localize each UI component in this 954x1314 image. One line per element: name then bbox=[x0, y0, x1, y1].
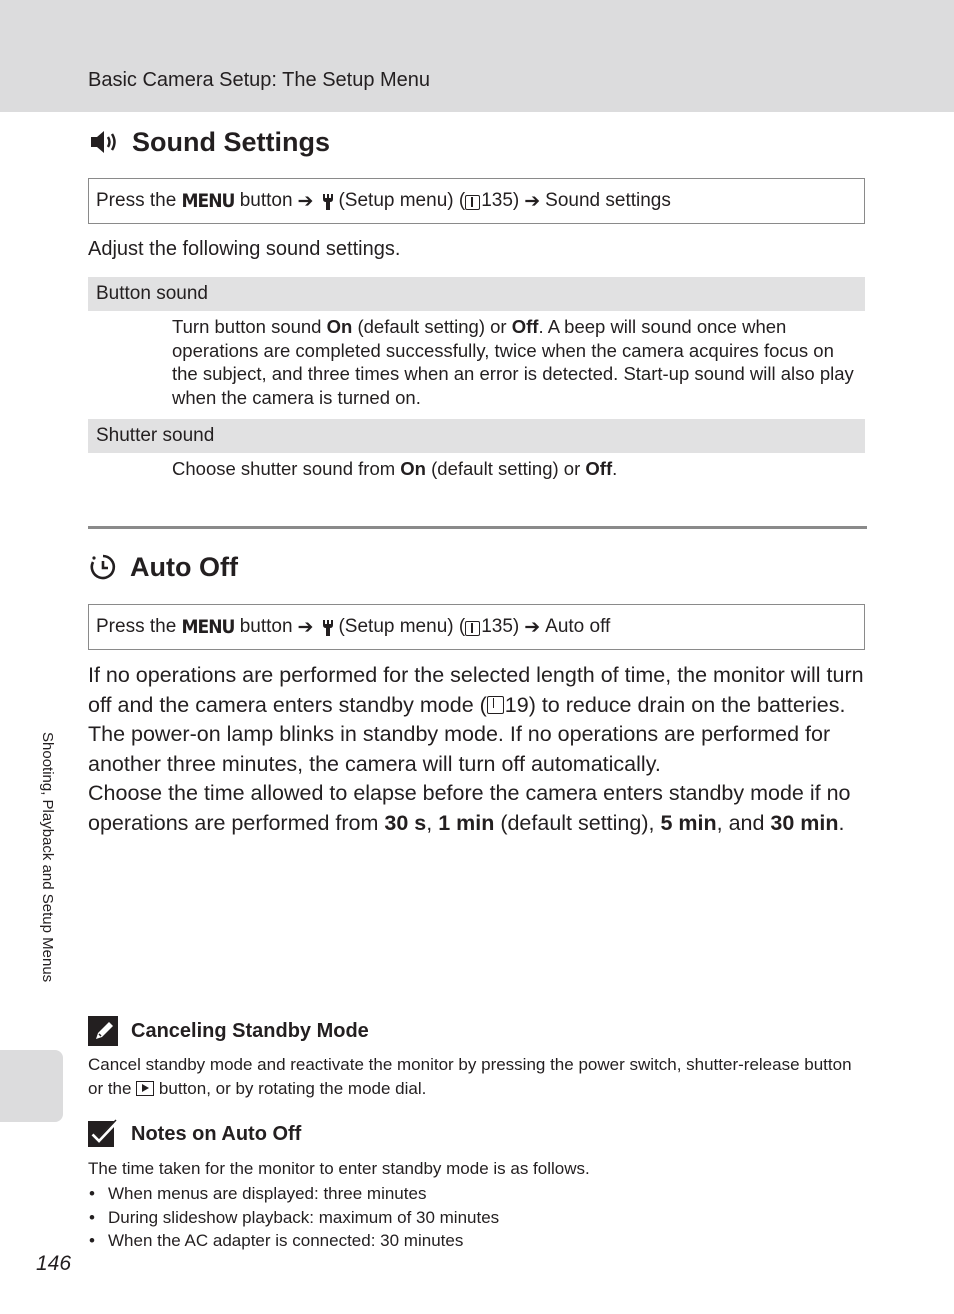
sound-intro: Adjust the following sound settings. bbox=[88, 238, 401, 260]
nav-text: Press the bbox=[96, 190, 177, 211]
nav-text: (Setup menu) ( bbox=[338, 616, 466, 637]
section-divider bbox=[88, 526, 867, 529]
pencil-note-icon bbox=[88, 1016, 120, 1046]
auto-off-heading bbox=[88, 551, 238, 583]
header-bar bbox=[0, 0, 954, 112]
book-ref-icon bbox=[465, 621, 480, 636]
canceling-standby-text: Cancel standby mode and reactivate the monitor by pressing the power switch, shutter-release button or the button, or by rotating the mode dial. bbox=[88, 1055, 852, 1098]
speaker-icon bbox=[88, 127, 122, 157]
arrow-right-icon: ➔ bbox=[297, 190, 314, 212]
button-sound-desc: Turn button sound On (default setting) or Off. A beep will sound once when operations are completed successfully, twice when the camera acquires focus on the subject, and three times when an error is detected. Start-up sound will also play when the camera is turned on. bbox=[172, 316, 854, 409]
nav-text: ) bbox=[512, 190, 520, 211]
page-number: 146 bbox=[36, 1252, 72, 1275]
menu-button-glyph: MENU bbox=[181, 190, 235, 212]
sound-settings-heading bbox=[88, 126, 330, 158]
sound-nav-path bbox=[88, 178, 865, 224]
nav-text: Press the bbox=[96, 616, 177, 637]
timer-icon bbox=[88, 552, 118, 582]
button-sound-label: Button sound bbox=[88, 277, 865, 311]
notes-auto-off-heading bbox=[88, 1119, 301, 1149]
nav-target: Sound settings bbox=[545, 190, 671, 211]
wrench-icon bbox=[321, 193, 335, 211]
nav-text: ) bbox=[512, 616, 520, 637]
canceling-standby-heading bbox=[88, 1016, 369, 1046]
autooff-nav-path bbox=[88, 604, 865, 650]
header-title: Basic Camera Setup: The Setup Menu bbox=[88, 69, 431, 91]
nav-text: button bbox=[239, 616, 293, 637]
wrench-icon bbox=[321, 619, 335, 637]
arrow-right-icon: ➔ bbox=[524, 616, 541, 638]
page-title: Sound Settings bbox=[132, 127, 330, 157]
book-ref-icon bbox=[465, 195, 480, 210]
page-ref: 135 bbox=[481, 190, 513, 211]
book-ref-icon bbox=[487, 696, 504, 714]
arrow-right-icon: ➔ bbox=[297, 616, 314, 638]
list-item: • When menus are displayed: three minutes bbox=[88, 1182, 499, 1206]
notes-auto-off-text: The time taken for the monitor to enter standby mode is as follows. bbox=[88, 1159, 590, 1178]
list-item: • When the AC adapter is connected: 30 minutes bbox=[88, 1229, 499, 1253]
checkmark-note-icon bbox=[88, 1119, 120, 1149]
menu-button-glyph: MENU bbox=[181, 616, 235, 638]
note-title: Notes on Auto Off bbox=[131, 1122, 302, 1145]
section-title: Auto Off bbox=[130, 552, 238, 582]
side-chapter-label: Shooting, Playback and Setup Menus bbox=[39, 732, 56, 983]
playback-button-icon bbox=[136, 1081, 154, 1096]
standby-times-list bbox=[88, 1182, 499, 1253]
chapter-tab bbox=[0, 1050, 63, 1122]
page-ref: 135 bbox=[481, 616, 513, 637]
page-ref: 19 bbox=[504, 692, 529, 717]
arrow-right-icon: ➔ bbox=[524, 190, 541, 212]
nav-text: button bbox=[239, 190, 293, 211]
shutter-sound-desc: Choose shutter sound from On (default setting) or Off. bbox=[172, 458, 618, 479]
shutter-sound-label: Shutter sound bbox=[88, 419, 865, 453]
note-title: Canceling Standby Mode bbox=[131, 1019, 369, 1042]
nav-target: Auto off bbox=[545, 616, 611, 637]
list-item: • During slideshow playback: maximum of 30 minutes bbox=[88, 1206, 499, 1230]
autooff-body: If no operations are performed for the selected length of time, the monitor will turn off and the camera enters standby mode ( 19) to reduce drain on the batteries. The power-on lamp blinks in standby mode. If no operations are performed for another three minutes, the camera will turn off automatically. Choose the time allowed to elapse before the camera enters standby mode if no operations are performed from 30 s, 1 min (default setting), 5 min, and 30 min. bbox=[88, 663, 864, 835]
nav-text: (Setup menu) ( bbox=[338, 190, 466, 211]
